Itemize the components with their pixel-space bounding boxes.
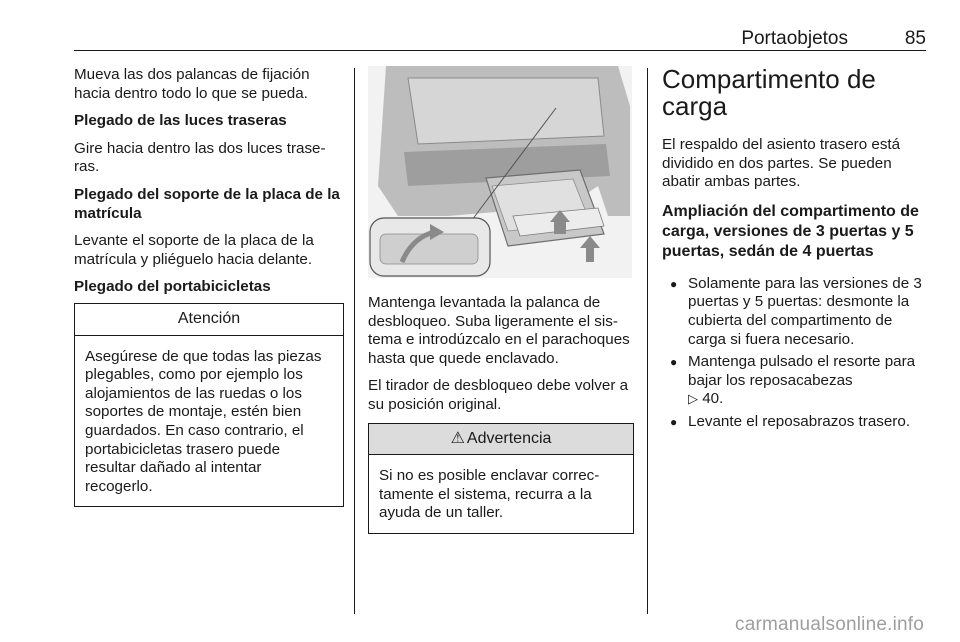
warning-header (369, 424, 633, 456)
subheading-bike-carrier: Plegado del portabicicletas (74, 278, 271, 296)
page-header-title: Portaobjetos (741, 28, 848, 49)
column-3 (662, 66, 928, 436)
column-1 (74, 66, 344, 507)
warning-box (368, 423, 634, 534)
list-item (662, 353, 928, 409)
notice-body: Asegúrese de que todas las piezas plegables, como por ejemplo los alojamientos de las ruedas o los soportes de montaje, estén bien guardados. En caso contrario, el portabicicletas trasero puede resultar dañado al intentar recogerlo. (85, 347, 322, 495)
notice-title: Atención (75, 304, 343, 336)
header-rule (74, 50, 926, 51)
release-lever-paragraph: Mantenga levantada la palanca de desbloqueo. Suba ligeramente el sistema e introdúzcalo en el parachoques hasta que quede enclavado. (368, 294, 630, 367)
subheading-tail-lights: Plegado de las luces traseras (74, 112, 287, 130)
page-number: 85 (904, 28, 926, 49)
warning-body: Si no es posible enclavar correctamente el sistema, recurra a la ayuda de un taller. (379, 467, 600, 522)
paragraph-plate-holder: Levante el soporte de la placa de la matrícula y pliéguelo hacia delante. (74, 232, 314, 268)
list-item (662, 413, 928, 432)
seat-back-paragraph: El respaldo del asiento trasero está dividido en dos partes. Se pueden abatir ambas partes. (662, 136, 901, 191)
warning-title: Advertencia (466, 429, 552, 447)
column-divider-1 (354, 68, 355, 614)
warning-icon: ⚠ (450, 429, 465, 447)
list-item-text: Mantenga pulsado el resorte para bajar los reposacabezas (688, 353, 916, 389)
intro-paragraph: Mueva las dos palancas de fijación hacia dentro todo lo que se pueda. (74, 66, 310, 102)
subsection-title: Ampliación del compartimento de carga, versiones de 3 puertas y 5 puertas, sedán de 4 puertas (662, 202, 919, 260)
page-reference-icon: ▷ (688, 391, 698, 407)
notice-box (74, 303, 344, 507)
list-item-text: Solamente para las versiones de 3 puertas y 5 puertas: desmonte la cubierta del compartimento de carga si fuera necesario. (688, 274, 922, 348)
subheading-plate-holder: Plegado del soporte de la placa de la matrícula (74, 185, 340, 222)
release-handle-paragraph: El tirador de desbloqueo debe volver a su posición original. (368, 377, 629, 413)
watermark: carmanualsonline.info (735, 614, 925, 635)
column-divider-2 (647, 68, 648, 614)
section-title: Compartimento de carga (662, 64, 876, 121)
paragraph-tail-lights: Gire hacia dentro las dos luces traseras. (74, 139, 326, 176)
bike-carrier-illustration (368, 66, 632, 278)
list-item (662, 275, 928, 349)
list-item-text: Levante el reposabrazos trasero. (688, 412, 911, 430)
page-reference[interactable]: 40. (702, 390, 724, 408)
bullet-list (662, 275, 928, 432)
column-2 (368, 66, 634, 534)
